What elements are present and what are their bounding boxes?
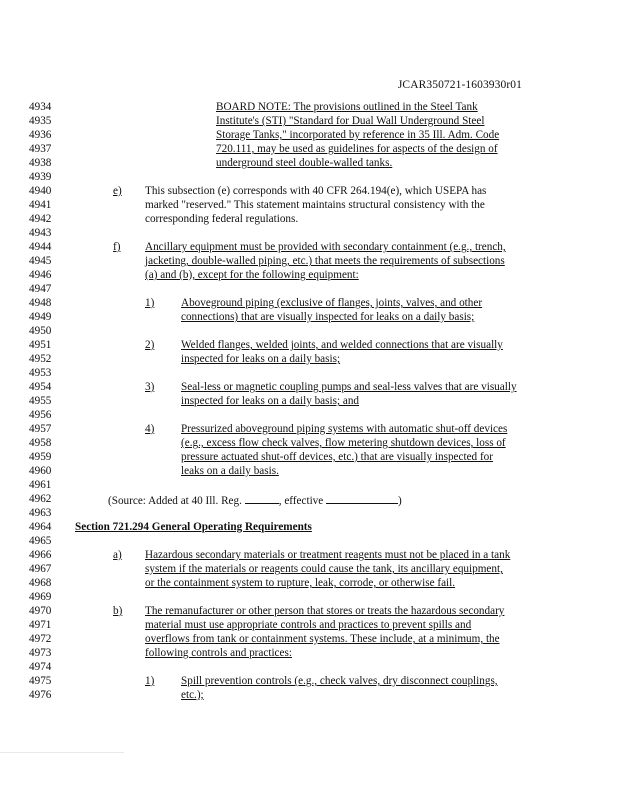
line-number: 4937 bbox=[29, 143, 52, 155]
subsection-b-line: following controls and practices: bbox=[145, 647, 292, 659]
subsection-b-label: b) bbox=[113, 605, 123, 617]
source-suffix: ) bbox=[398, 495, 402, 507]
line-number: 4967 bbox=[29, 563, 52, 575]
board-note-line: BOARD NOTE: The provisions outlined in the Steel Tank bbox=[216, 101, 478, 113]
line-number: 4956 bbox=[29, 409, 52, 421]
line-number: 4957 bbox=[29, 423, 52, 435]
line-number: 4974 bbox=[29, 661, 52, 673]
item-line: Pressurized aboveground piping systems with automatic shut-off devices bbox=[181, 423, 508, 435]
item-label: 1) bbox=[145, 297, 155, 309]
line-number: 4975 bbox=[29, 675, 52, 687]
effective-date-blank bbox=[326, 493, 398, 504]
source-middle: , effective bbox=[278, 495, 327, 507]
line-number: 4953 bbox=[29, 367, 52, 379]
section-heading: Section 721.294 General Operating Requirements bbox=[75, 521, 312, 533]
line-number: 4971 bbox=[29, 619, 52, 631]
subsection-f-line: Ancillary equipment must be provided with secondary containment (e.g., trench, bbox=[145, 241, 506, 253]
item-label: 3) bbox=[145, 381, 155, 393]
item-line: Seal-less or magnetic coupling pumps and seal-less valves that are visually bbox=[181, 381, 517, 393]
item-line: inspected for leaks on a daily basis; and bbox=[181, 395, 360, 407]
line-number: 4935 bbox=[29, 115, 52, 127]
subsection-f-line: jacketing, double-walled piping, etc.) that meets the requirements of subsections bbox=[145, 255, 505, 267]
line-number: 4958 bbox=[29, 437, 52, 449]
subsection-a-line: Hazardous secondary materials or treatment reagents must not be placed in a tank bbox=[145, 549, 511, 561]
subsection-b-line: The remanufacturer or other person that stores or treats the hazardous secondary bbox=[145, 605, 505, 617]
board-note-line: underground steel double-walled tanks. bbox=[216, 157, 393, 169]
line-number: 4954 bbox=[29, 381, 52, 393]
line-number: 4947 bbox=[29, 283, 52, 295]
line-number: 4946 bbox=[29, 269, 52, 281]
item-label: 2) bbox=[145, 339, 155, 351]
line-number: 4961 bbox=[29, 479, 52, 491]
item-line: pressure actuated shut-off devices, etc.) that are visually inspected for bbox=[181, 451, 493, 463]
subsection-a-line: or the containment system to rupture, leak, corrode, or otherwise fail. bbox=[145, 577, 456, 589]
item-line: Welded flanges, welded joints, and welded connections that are visually bbox=[181, 339, 503, 351]
line-number: 4963 bbox=[29, 507, 52, 519]
line-number: 4945 bbox=[29, 255, 52, 267]
item-line: Spill prevention controls (e.g., check valves, dry disconnect couplings, bbox=[181, 675, 498, 687]
board-note-line: Storage Tanks," incorporated by reference in 35 Ill. Adm. Code bbox=[216, 129, 500, 141]
document-id-header: JCAR350721-1603930r01 bbox=[397, 79, 522, 91]
subsection-b-line: material must use appropriate controls and practices to prevent spills and bbox=[145, 619, 472, 631]
line-number: 4951 bbox=[29, 339, 52, 351]
board-note-line: Institute's (STI) "Standard for Dual Wall Underground Steel bbox=[216, 115, 485, 127]
board-note-line: 720.111, may be used as guidelines for aspects of the design of bbox=[216, 143, 498, 155]
line-number: 4952 bbox=[29, 353, 52, 365]
item-line: Aboveground piping (exclusive of flanges, joints, valves, and other bbox=[181, 297, 483, 309]
subsection-f-line: (a) and (b), except for the following equipment: bbox=[145, 269, 359, 281]
item-line: leaks on a daily basis. bbox=[181, 465, 279, 477]
line-number: 4955 bbox=[29, 395, 52, 407]
item-label: 4) bbox=[145, 423, 155, 435]
register-page-blank bbox=[245, 493, 279, 504]
subsection-e-line: marked "reserved." This statement maintains structural consistency with the bbox=[145, 199, 485, 211]
line-number: 4968 bbox=[29, 577, 52, 589]
subsection-a-line: system if the materials or reagents could cause the tank, its ancillary equipment, bbox=[145, 563, 503, 575]
item-line: inspected for leaks on a daily basis; bbox=[181, 353, 341, 365]
line-number: 4972 bbox=[29, 633, 52, 645]
line-number: 4976 bbox=[29, 689, 52, 701]
line-number: 4944 bbox=[29, 241, 52, 253]
subsection-e-label: e) bbox=[113, 185, 122, 197]
line-number: 4962 bbox=[29, 493, 52, 505]
subsection-e-line: This subsection (e) corresponds with 40 CFR 264.194(e), which USEPA has bbox=[145, 185, 487, 197]
line-number: 4949 bbox=[29, 311, 52, 323]
subsection-f-label: f) bbox=[113, 241, 121, 253]
line-number: 4941 bbox=[29, 199, 52, 211]
source-note bbox=[108, 493, 402, 508]
item-line: (e.g., excess flow check valves, flow metering shutdown devices, loss of bbox=[181, 437, 506, 449]
line-number: 4964 bbox=[29, 521, 52, 533]
line-number: 4938 bbox=[29, 157, 52, 169]
line-number: 4934 bbox=[29, 101, 52, 113]
subsection-e-line: corresponding federal regulations. bbox=[145, 213, 299, 225]
line-number: 4948 bbox=[29, 297, 52, 309]
line-number: 4969 bbox=[29, 591, 52, 603]
line-number: 4970 bbox=[29, 605, 52, 617]
line-number: 4966 bbox=[29, 549, 52, 561]
source-prefix: (Source: Added at 40 Ill. Reg. bbox=[108, 495, 245, 507]
item-label: 1) bbox=[145, 675, 155, 687]
line-number: 4943 bbox=[29, 227, 52, 239]
line-number: 4936 bbox=[29, 129, 52, 141]
subsection-b-line: overflows from tank or containment systems. These include, at a minimum, the bbox=[145, 633, 500, 645]
item-line: connections) that are visually inspected for leaks on a daily basis; bbox=[181, 311, 475, 323]
line-number: 4950 bbox=[29, 325, 52, 337]
line-number: 4965 bbox=[29, 535, 52, 547]
line-number: 4939 bbox=[29, 171, 52, 183]
item-line: etc.); bbox=[181, 689, 204, 701]
line-number: 4940 bbox=[29, 185, 52, 197]
footer-divider bbox=[0, 752, 124, 753]
line-number: 4973 bbox=[29, 647, 52, 659]
line-number: 4942 bbox=[29, 213, 52, 225]
line-number: 4960 bbox=[29, 465, 52, 477]
subsection-a-label: a) bbox=[113, 549, 122, 561]
line-number: 4959 bbox=[29, 451, 52, 463]
